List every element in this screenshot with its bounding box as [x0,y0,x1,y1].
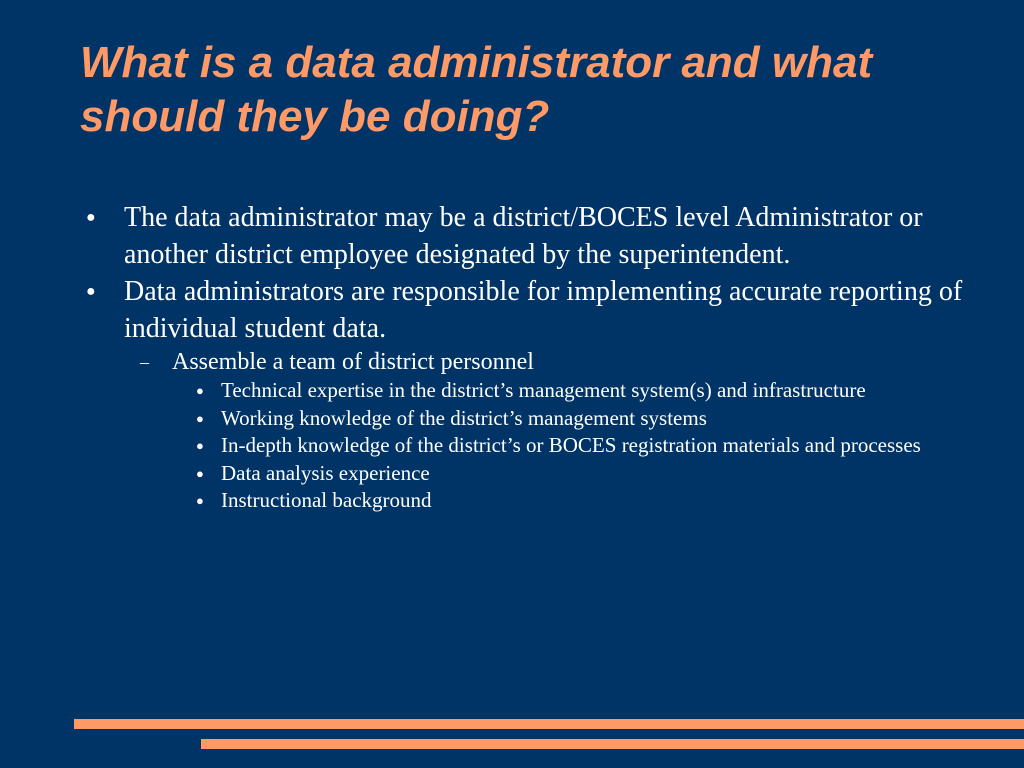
bullet-item [0,273,1024,347]
accent-bar-bottom [201,739,1024,749]
sub-bullet-item [0,347,1024,377]
sub-bullet-text: Assemble a team of district personnel [172,349,534,375]
sub-sub-bullet-text: Technical expertise in the district’s management system(s) and infrastructure [221,378,866,402]
accent-bar-top [74,719,1024,729]
bullet-list [0,199,1024,515]
sub-sub-bullet-text: Instructional background [221,488,432,512]
sub-sub-bullet-item [0,405,1024,433]
sub-sub-bullet-item [0,377,1024,405]
bullet-dot-icon: ● [196,493,204,508]
bullet-text: The data administrator may be a district/BOCES level Administrator or another district employee designated by the superintendent. [124,202,923,270]
slide-title: What is a data administrator and what should they be doing? [80,38,873,141]
bullet-dot-icon: ● [86,283,96,300]
sub-sub-bullet-item [0,487,1024,515]
sub-sub-bullet-item [0,460,1024,488]
bullet-item [0,199,1024,273]
sub-sub-bullet-item [0,432,1024,460]
bullet-dot-icon: ● [196,410,204,426]
bullet-dot-icon: ● [196,438,204,453]
sub-sub-bullet-text: Data analysis experience [221,460,430,485]
sub-sub-bullet-text: Working knowledge of the district’s management systems [221,405,707,430]
sub-sub-bullet-text: In-depth knowledge of the district’s or BOCES registration materials and processes [221,433,921,457]
bullet-dot-icon: ● [196,383,204,398]
dash-icon: – [140,352,149,372]
bullet-text: Data administrators are responsible for implementing accurate reporting of individual student data. [124,276,963,344]
bullet-dot-icon: ● [86,209,96,226]
bullet-dot-icon: ● [196,465,204,481]
